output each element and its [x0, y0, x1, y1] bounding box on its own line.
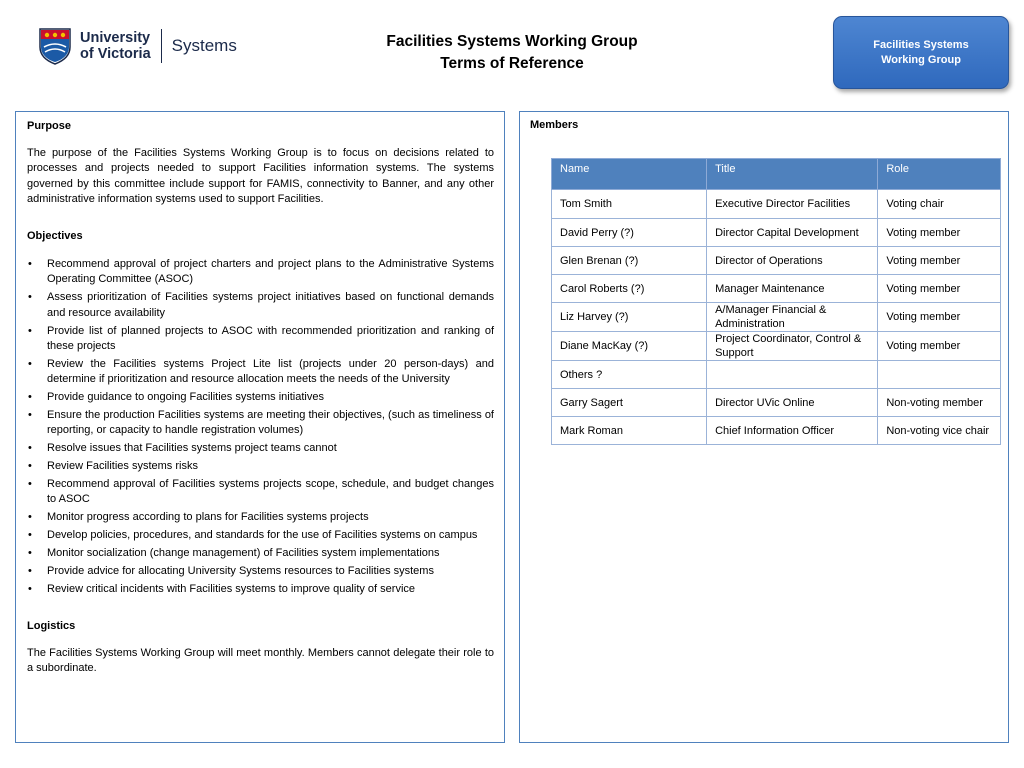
objective-item: • Resolve issues that Facilities systems project teams cannot: [27, 441, 494, 456]
member-role: Non-voting vice chair: [878, 417, 1001, 445]
logo-systems-label: Systems: [171, 36, 237, 55]
member-title: Director UVic Online: [707, 389, 878, 417]
objective-item: • Provide list of planned projects to ASOC with recommended prioritization and ranking of these projects: [27, 324, 494, 354]
member-name: David Perry (?): [552, 219, 707, 247]
title-line-2: Terms of Reference: [440, 55, 584, 72]
member-name: Liz Harvey (?): [552, 303, 707, 332]
logistics-text: The Facilities Systems Working Group will meet monthly. Members cannot delegate their role to a subordinate.: [27, 646, 494, 675]
logo-line-1: University: [80, 30, 151, 46]
member-title: Director Capital Development: [707, 219, 878, 247]
table-row: [552, 190, 1001, 219]
column-header-name: Name: [552, 159, 707, 190]
purpose-heading: Purpose: [27, 120, 72, 132]
table-row: [552, 247, 1001, 275]
member-name: Carol Roberts (?): [552, 275, 707, 303]
member-name: Diane MacKay (?): [552, 332, 707, 361]
objectives-list: [27, 257, 494, 597]
member-role: Voting member: [878, 275, 1001, 303]
objective-item: • Review the Facilities systems Project Lite list (projects under 20 person-days) and determine if prioritization and resource allocation meets the needs of the University: [27, 357, 494, 387]
objective-item: • Monitor socialization (change management) of Facilities system implementations: [27, 546, 494, 561]
group-badge: [833, 16, 1009, 89]
logo-wordmark: [80, 30, 151, 62]
objective-item: • Develop policies, procedures, and standards for the use of Facilities systems on campus: [27, 528, 494, 543]
objective-item: • Ensure the production Facilities systems are meeting their objectives, (such as timeliness of reporting, or capacity to handle registration volumes): [27, 408, 494, 438]
member-title: A/Manager Financial & Administration: [707, 303, 878, 332]
member-role: Voting member: [878, 332, 1001, 361]
objective-item: • Provide guidance to ongoing Facilities systems initiatives: [27, 390, 494, 405]
member-title: Manager Maintenance: [707, 275, 878, 303]
members-table: [551, 158, 1001, 445]
terms-content: [27, 119, 494, 676]
table-row: [552, 361, 1001, 389]
uvic-logo: [38, 24, 237, 68]
badge-line-2: Working Group: [881, 53, 961, 66]
table-row: [552, 417, 1001, 445]
member-name: Others ?: [552, 361, 707, 389]
table-row: [552, 275, 1001, 303]
member-name: Glen Brenan (?): [552, 247, 707, 275]
column-header-role: Role: [878, 159, 1001, 190]
table-header-row: [552, 159, 1001, 190]
members-heading: Members: [530, 119, 579, 131]
logistics-heading: Logistics: [27, 619, 76, 632]
column-header-title: Title: [707, 159, 878, 190]
member-title: [707, 361, 878, 389]
logo-line-2: of Victoria: [80, 46, 151, 62]
table-row: [552, 332, 1001, 361]
table-row: [552, 303, 1001, 332]
member-role: Voting chair: [878, 190, 1001, 219]
member-title: Project Coordinator, Control & Support: [707, 332, 878, 361]
objective-item: • Review Facilities systems risks: [27, 459, 494, 474]
member-name: Mark Roman: [552, 417, 707, 445]
objectives-heading: Objectives: [27, 230, 83, 243]
table-row: [552, 389, 1001, 417]
member-name: Tom Smith: [552, 190, 707, 219]
member-role: Voting member: [878, 303, 1001, 332]
purpose-text: The purpose of the Facilities Systems Working Group is to focus on decisions related to processes and projects needed to support Facilities information systems. The systems governed by this committee include support for FAMIS, connectivity to Banner, and any other administrative information systems used to support Facilities.: [27, 147, 494, 205]
objective-item: • Recommend approval of project charters and project plans to the Administrative Systems Operating Committee (ASOC): [27, 257, 494, 287]
member-role: Voting member: [878, 219, 1001, 247]
objective-item: • Monitor progress according to plans for Facilities systems projects: [27, 510, 494, 525]
member-title: Director of Operations: [707, 247, 878, 275]
member-role: Non-voting member: [878, 389, 1001, 417]
objective-item: • Recommend approval of Facilities systems projects scope, schedule, and budget changes to ASOC: [27, 477, 494, 507]
member-name: Garry Sagert: [552, 389, 707, 417]
university-crest-icon: [38, 27, 72, 65]
table-row: [552, 219, 1001, 247]
member-role: Voting member: [878, 247, 1001, 275]
objective-item: • Review critical incidents with Facilities systems to improve quality of service: [27, 582, 494, 597]
member-title: Chief Information Officer: [707, 417, 878, 445]
objective-item: • Assess prioritization of Facilities systems project initiatives based on functional demands and resource availability: [27, 290, 494, 320]
member-title: Executive Director Facilities: [707, 190, 878, 219]
member-role: [878, 361, 1001, 389]
title-line-1: Facilities Systems Working Group: [386, 33, 638, 50]
page-title: [312, 31, 712, 75]
badge-line-1: Facilities Systems: [873, 38, 969, 51]
logo-divider: [161, 29, 162, 63]
objective-item: • Provide advice for allocating University Systems resources to Facilities systems: [27, 564, 494, 579]
terms-panel: [15, 111, 505, 743]
